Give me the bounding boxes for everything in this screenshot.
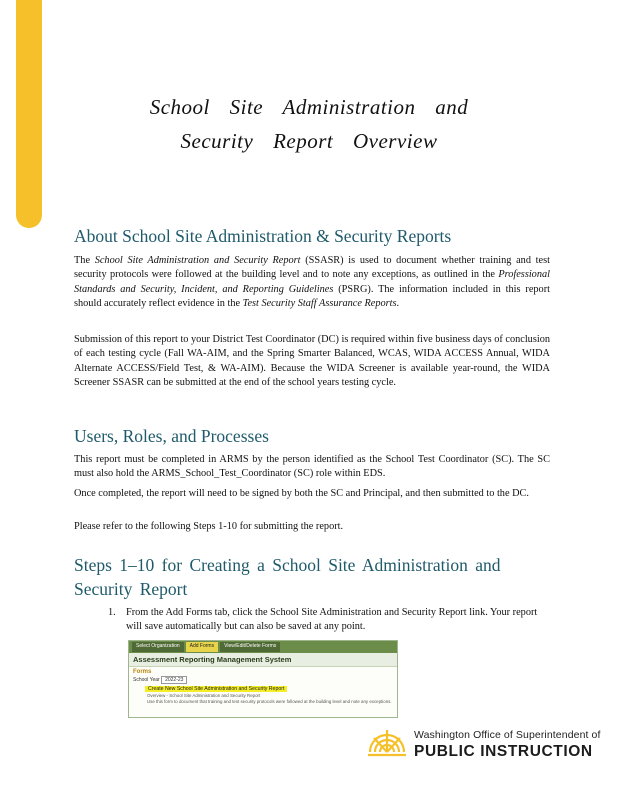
ospi-logo-icon xyxy=(366,722,408,766)
org-name-line-1: Washington Office of Superintendent of xyxy=(414,729,601,741)
text-run: (PSRG). The information included in this report should accurately reflect evidence in the xyxy=(74,283,550,309)
school-year-row xyxy=(129,675,397,685)
users-paragraph-3: Please refer to the following Steps 1-10 for submitting the report. xyxy=(74,521,344,532)
title-line-1: School Site Administration and xyxy=(149,95,469,119)
guidelines-emphasis: Professional Standards and Security, Incident, and Reporting Guidelines xyxy=(74,269,550,295)
overview-note: Overview - School Site Administration and Security Report xyxy=(147,693,261,698)
about-heading: About School Site Administration & Security Reports xyxy=(74,226,452,246)
text-run: . xyxy=(396,297,400,309)
overview-description: Use this form to document that training and test security protocols were followed at the building level and note any exceptions. xyxy=(147,698,392,704)
org-name-line-2: PUBLIC INSTRUCTION xyxy=(414,743,593,760)
page-title xyxy=(0,90,618,158)
assurance-reports-emphasis: Test Security Staff Assurance Reports xyxy=(242,297,397,309)
text-run: The xyxy=(74,255,95,266)
title-line-2: Security Report Overview xyxy=(180,129,438,153)
school-year-select[interactable]: 2022-23 xyxy=(161,676,187,684)
report-name-emphasis: School Site Administration and Security Report xyxy=(94,255,301,266)
forms-label: Forms xyxy=(133,669,152,675)
tab-add-forms[interactable]: Add Forms xyxy=(186,642,218,652)
step-1 xyxy=(108,606,546,635)
screenshot-tabs xyxy=(129,641,397,653)
system-title: Assessment Reporting Management System xyxy=(129,653,397,667)
arms-screenshot xyxy=(128,640,398,718)
step-text: From the Add Forms tab, click the School Site Administration and Security Report link. Your report will save automatically but can also be saved at any point. xyxy=(126,607,538,633)
steps-heading: Steps 1–10 for Creating a School Site Administration and Security Report xyxy=(74,555,501,599)
users-heading: Users, Roles, and Processes xyxy=(74,426,269,446)
tab-view-edit-delete-forms[interactable]: View/Edit/Delete Forms xyxy=(220,642,280,652)
create-link-row xyxy=(129,685,397,693)
school-year-label: School Year xyxy=(133,677,160,683)
about-paragraph-1 xyxy=(74,254,550,311)
text-run: (SSASR) is used to document whether training and test security protocols were followed at the building level and to note any exceptions, as outlined in the xyxy=(74,255,550,281)
about-paragraph-2: Submission of this report to your District Test Coordinator (DC) is required within five business days of conclusion of each testing cycle (Fall WA-AIM, and the Spring Smarter Balanced, WCAS, WIDA ACCESS Annual, WIDA Alternate ACCESS/Field Test, & WA-AIM). Because the WIDA Screener is available year-round, the WIDA Screener SSASR can be submitted at the end of the school years testing cycle. xyxy=(74,334,550,388)
users-paragraph-1: This report must be completed in ARMS by the person identified as the School Test Coordinator (SC). The SC must also hold the ARMS_School_Test_Coordinator (SC) role within EDS. xyxy=(74,454,550,480)
tab-select-organization[interactable]: Select Organization xyxy=(132,642,184,652)
step-number: 1. xyxy=(108,607,116,618)
create-report-link[interactable]: Create New School Site Administration and Security Report xyxy=(145,686,287,692)
users-paragraph-2: Once completed, the report will need to be signed by both the SC and Principal, and then submitted to the DC. xyxy=(74,488,529,499)
